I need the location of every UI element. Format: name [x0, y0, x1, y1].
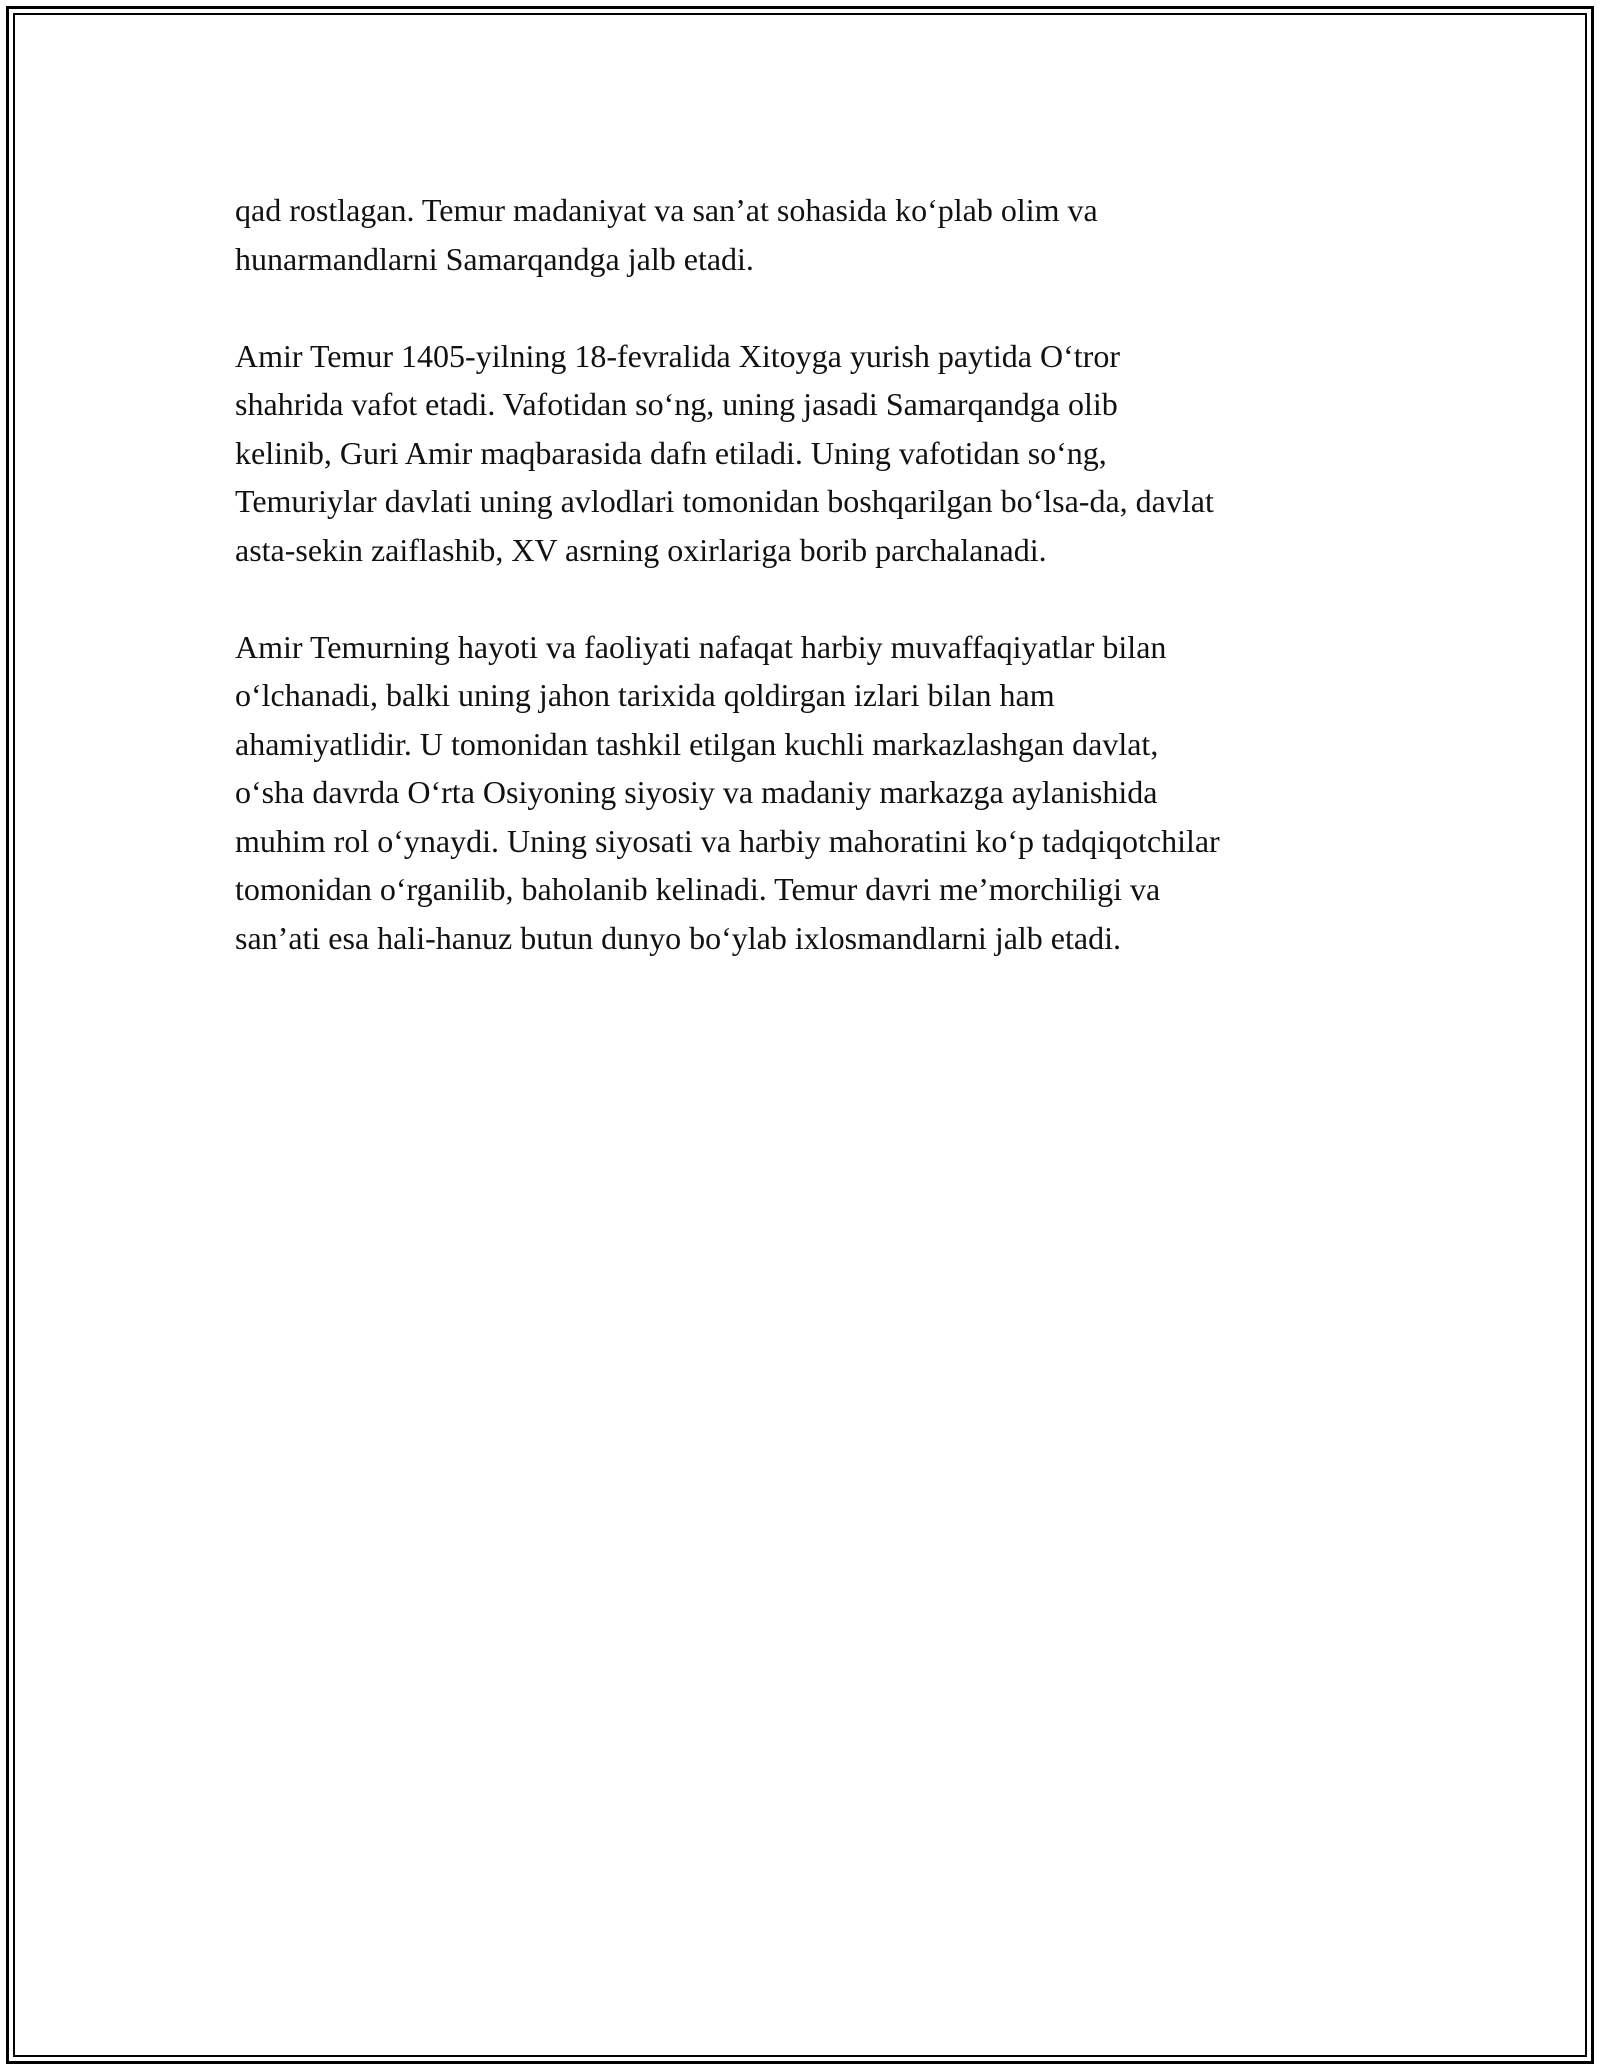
- document-body: [235, 186, 1375, 1011]
- text-line: o‘sha davrda O‘rta Osiyoning siyosiy va madaniy markazga aylanishida: [235, 774, 1158, 810]
- text-line: ahamiyatlidir. U tomonidan tashkil etilgan kuchli markazlashgan davlat,: [235, 725, 1159, 762]
- paragraph-2: [235, 332, 1375, 575]
- text-line: o‘lchanadi, balki uning jahon tarixida qoldirgan izlari bilan ham: [235, 677, 1055, 713]
- text-line: Temuriylar davlati uning avlodlari tomonidan boshqarilgan bo‘lsa-da, davlat: [235, 483, 1214, 519]
- paragraph-3: [235, 623, 1375, 963]
- text-line: shahrida vafot etadi. Vafotidan so‘ng, uning jasadi Samarqandga olib: [235, 386, 1118, 422]
- text-line: Amir Temurning hayoti va faoliyati nafaqat harbiy muvaffaqiyatlar bilan: [235, 628, 1167, 665]
- text-line: muhim rol o‘ynaydi. Uning siyosati va harbiy mahoratini ko‘p tadqiqotchilar: [235, 822, 1220, 859]
- text-line: san’ati esa hali-hanuz butun dunyo bo‘ylab ixlosmandlarni jalb etadi.: [235, 919, 1121, 956]
- text-line: Amir Temur 1405-yilning 18-fevralida Xitoyga yurish paytida O‘tror: [235, 337, 1120, 374]
- text-line: asta-sekin zaiflashib, XV asrning oxirlariga borib parchalanadi.: [235, 531, 1047, 568]
- text-line: tomonidan o‘rganilib, baholanib kelinadi. Temur davri me’morchiligi va: [235, 871, 1161, 907]
- paragraph-1: [235, 186, 1375, 283]
- text-line: kelinib, Guri Amir maqbarasida dafn etiladi. Uning vafotidan so‘ng,: [235, 434, 1107, 471]
- text-line: qad rostlagan. Temur madaniyat va san’at sohasida ko‘plab olim va: [235, 192, 1098, 228]
- text-line: hunarmandlarni Samarqandga jalb etadi.: [235, 240, 754, 277]
